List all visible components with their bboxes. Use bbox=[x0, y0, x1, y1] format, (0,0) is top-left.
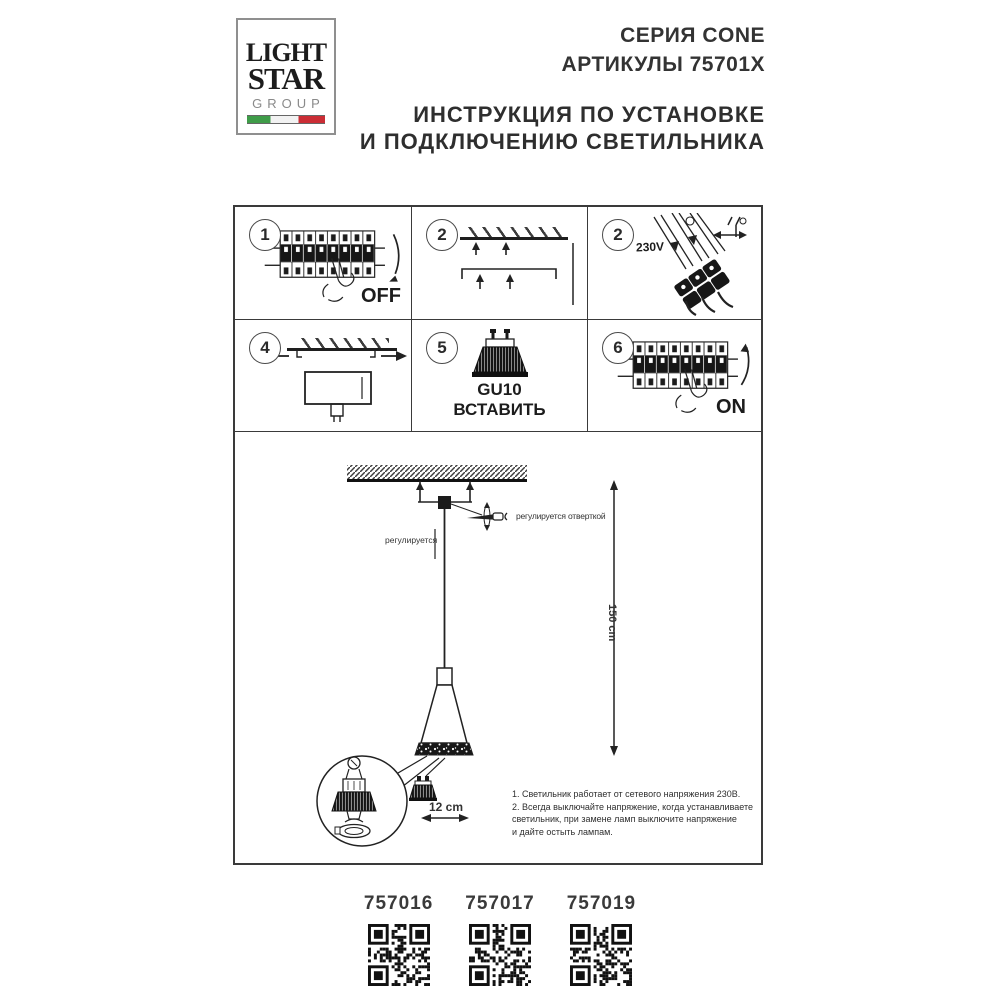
voltage-label: 230V bbox=[635, 239, 665, 255]
gu10-bulb-icon bbox=[470, 328, 530, 380]
product-variant bbox=[567, 893, 636, 986]
logo-text-light: LIGHT bbox=[245, 38, 327, 67]
mounting-plate-icon bbox=[456, 241, 581, 311]
step-2-panel bbox=[412, 207, 588, 320]
step-1-panel bbox=[235, 207, 412, 320]
step-6-panel bbox=[588, 320, 761, 432]
document-title-line1: ИНСТРУКЦИЯ ПО УСТАНОВКЕ bbox=[413, 102, 765, 127]
gu10-label: GU10 bbox=[477, 380, 522, 399]
article-number: 757016 bbox=[363, 893, 434, 914]
instruction-steps-table bbox=[233, 205, 763, 865]
step-5-panel bbox=[412, 320, 588, 432]
article-number: 757017 bbox=[465, 893, 535, 914]
ceiling-line bbox=[460, 237, 568, 240]
qr-code bbox=[469, 924, 531, 986]
off-label: OFF bbox=[361, 285, 401, 307]
qr-code bbox=[570, 924, 632, 986]
note-line: и дайте остыть лампам. bbox=[512, 826, 613, 837]
qr-code bbox=[368, 924, 430, 986]
step-number-badge: 1 bbox=[249, 219, 281, 251]
safety-notes bbox=[512, 788, 761, 838]
logo-text-star: STAR bbox=[247, 61, 325, 96]
step-3-panel bbox=[588, 207, 761, 320]
pendant-diagram-panel bbox=[235, 432, 761, 863]
article-number: 757019 bbox=[566, 893, 637, 914]
ceiling-hatch bbox=[297, 338, 389, 348]
step-4-panel bbox=[235, 320, 412, 432]
lightstar-logo bbox=[236, 18, 336, 135]
step-number-badge: 6 bbox=[602, 332, 634, 364]
ceiling-hatch bbox=[464, 227, 564, 237]
adjustable-label: регулируется bbox=[385, 535, 438, 545]
note-line: 2. Всегда выключайте напряжение, когда устанавливаете bbox=[512, 801, 754, 812]
note-line: 1. Светильник работает от сетевого напряжения 230В. bbox=[512, 789, 741, 799]
product-variant bbox=[364, 893, 433, 986]
step-number-badge: 2 bbox=[602, 219, 634, 251]
document-title-line2: И ПОДКЛЮЧЕНИЮ СВЕТИЛЬНИКА bbox=[359, 129, 765, 154]
italian-flag-stripe bbox=[247, 115, 325, 124]
document-title bbox=[360, 101, 765, 155]
insert-label: ВСТАВИТЬ bbox=[453, 400, 546, 419]
note-line: светильник, при замене ламп выключите напряжение bbox=[512, 814, 737, 824]
step-number-badge: 5 bbox=[426, 332, 458, 364]
width-dimension-label: 12 cm bbox=[429, 800, 464, 814]
height-dimension-label: 150 cm bbox=[606, 604, 618, 642]
series-title: СЕРИЯ CONE bbox=[620, 24, 765, 47]
logo-text-group: GROUP bbox=[252, 96, 325, 111]
on-label: ON bbox=[716, 396, 746, 418]
articles-title: АРТИКУЛЫ 75701X bbox=[561, 53, 765, 76]
product-variant bbox=[465, 893, 534, 986]
product-articles-section bbox=[0, 893, 1000, 986]
wires-terminal-icon bbox=[628, 213, 761, 317]
screwdriver-adjust-label: регулируется отверткой bbox=[516, 511, 606, 521]
canopy-box-icon bbox=[259, 350, 409, 430]
step-number-badge: 2 bbox=[426, 219, 458, 251]
step-number-badge: 4 bbox=[249, 332, 281, 364]
